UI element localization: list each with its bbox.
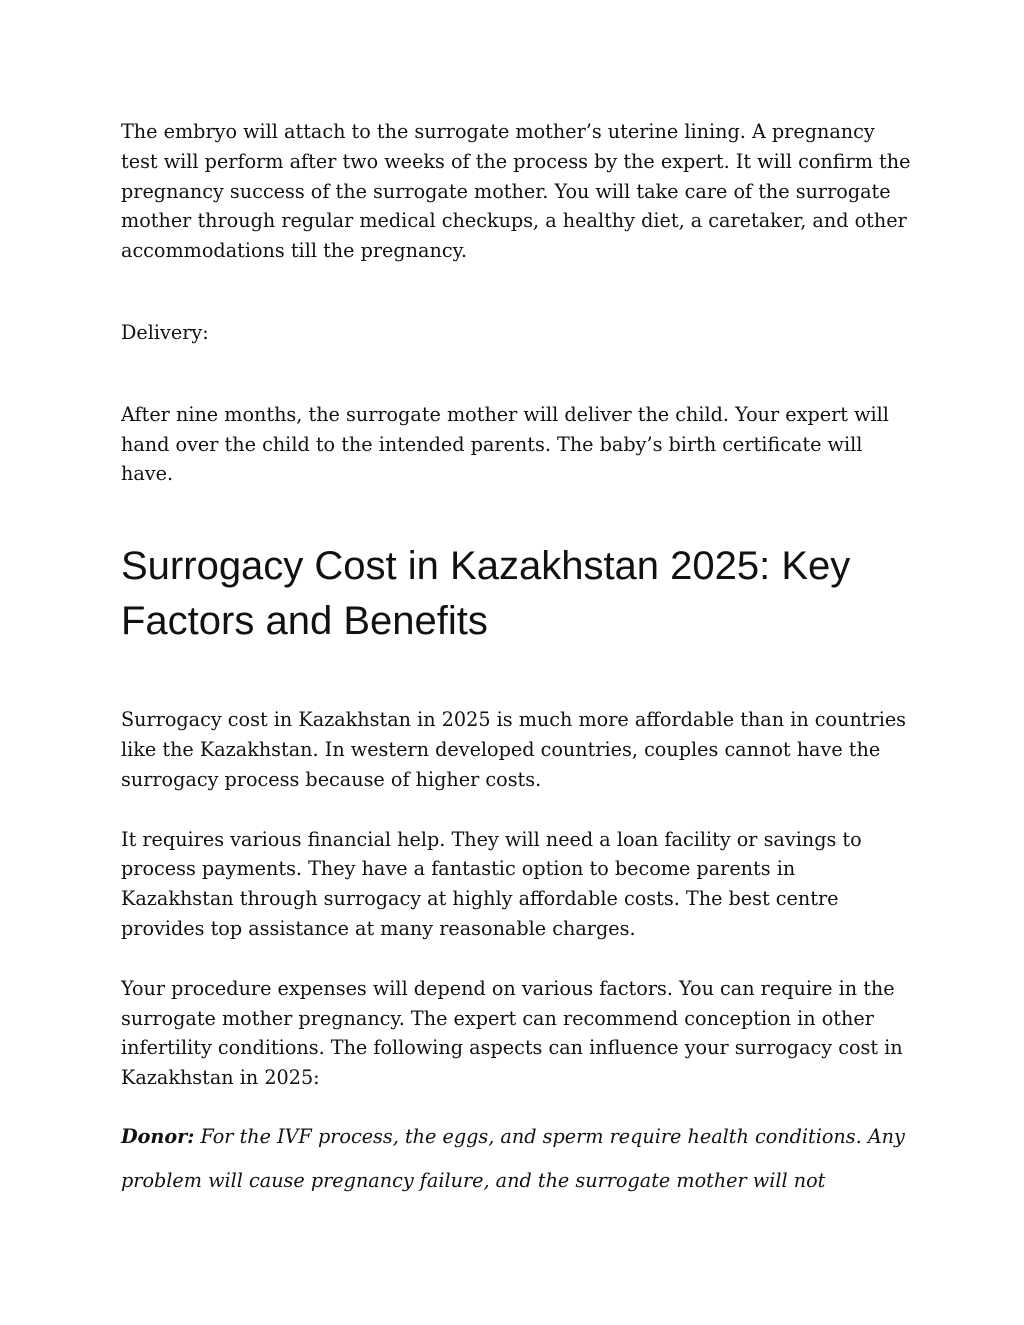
donor-text: For the IVF process, the eggs, and sperm require health conditions. Any problem will cause pregnancy failure, and the surrogate mother will not bbox=[121, 1124, 905, 1192]
paragraph-expenses: Your procedure expenses will depend on various factors. You can require in the surrogate mother pregnancy. The expert can recommend conception in other infertility conditions. The following aspects can influence your surrogacy cost in Kazakhstan in 2025: bbox=[121, 976, 903, 1090]
paragraph-embryo: The embryo will attach to the surrogate mother’s uterine lining. A pregnancy test will perform after two weeks of the process by the expert. It will confirm the pregnancy success of the surrogate mother. You will take care of the surrogate mother through regular medical checkups, a healthy diet, a caretaker, and other accommodations till the pregnancy. bbox=[121, 120, 911, 263]
paragraph-financial: It requires various financial help. They will need a loan facility or savings to process payments. They have a fantastic option to become parents in Kazakhstan through surrogacy at highly affordable costs. The best centre provides top assistance at many reasonable charges. bbox=[121, 827, 862, 940]
donor-paragraph bbox=[121, 1115, 911, 1203]
donor-label: Donor: bbox=[121, 1124, 195, 1148]
paragraph-cost: Surrogacy cost in Kazakhstan in 2025 is much more affordable than in countries like the Kazakhstan. In western developed countries, couples cannot have the surrogacy process because of higher costs. bbox=[121, 708, 907, 791]
delivery-label: Delivery: bbox=[121, 320, 209, 344]
section-heading: Surrogacy Cost in Kazakhstan 2025: Key Factors and Benefits bbox=[121, 544, 851, 644]
document-page bbox=[121, 117, 911, 1203]
paragraph-delivery: After nine months, the surrogate mother will deliver the child. Your expert will hand over the child to the intended parents. The baby’s birth certificate will have. bbox=[121, 402, 889, 486]
